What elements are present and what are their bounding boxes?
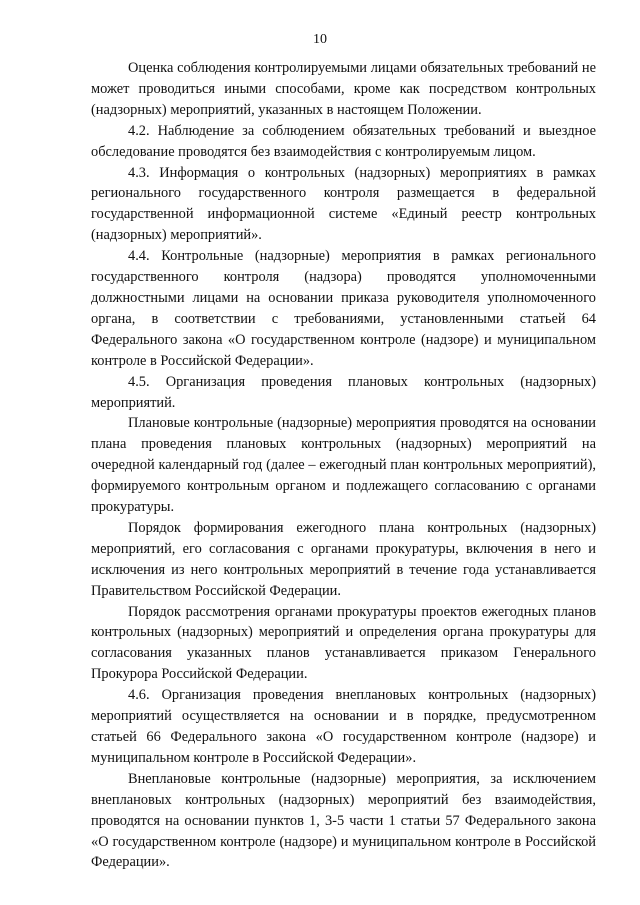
paragraph-4-4-control-measures: 4.4. Контрольные (надзорные) мероприятия в рамках регионального государственного контроля (надзора) проводятся уполномоченными должностными лицами на основании приказа руководителя уполномоченного органа, в соответствии с требованиями, установленными статьей 64 Федерального закона «О государственном контроле (надзоре) и муниципальном контроле в Российской Федерации». — [91, 248, 596, 369]
paragraph-annual-plan-procedure: Порядок формирования ежегодного плана контрольных (надзорных) мероприятий, его согласования с органами прокуратуры, включения в него и исключения из него контрольных мероприятий в течение года устанавливается Правительством Российской Федерации. — [91, 519, 596, 599]
paragraph-assessment-methods: Оценка соблюдения контролируемыми лицами обязательных требований не может проводиться иными способами, кроме как посредством контрольных (надзорных) мероприятий, указанных в настоящем Положении. — [91, 60, 596, 118]
paragraph-planned-measures-basis: Плановые контрольные (надзорные) мероприятия проводятся на основании плана проведения плановых контрольных (надзорных) мероприятий на очередной календарный год (далее – ежегодный план контрольных мероприятий), формируемого контрольным органом и подлежащего согласованию с органами прокуратуры. — [91, 415, 596, 516]
paragraph-unplanned-measures-basis: Внеплановые контрольные (надзорные) мероприятия, за исключением внеплановых контрольных (надзорных) мероприятий без взаимодействия, проводятся на основании пунктов 1, 3-5 части 1 статьи 57 Федерального закона «О государственном контроле (надзоре) и муниципальном контроле в Российской Федерации». — [91, 770, 596, 871]
paragraph-4-5-planned-measures: 4.5. Организация проведения плановых контрольных (надзорных) мероприятий. — [91, 373, 596, 411]
paragraph-4-2-observation: 4.2. Наблюдение за соблюдением обязательных требований и выездное обследование проводятся без взаимодействия с контролируемым лицом. — [91, 122, 596, 160]
paragraph-4-3-registry-info: 4.3. Информация о контрольных (надзорных) мероприятиях в рамках регионального государственного контроля размещается в федеральной государственной информационной системе «Единый реестр контрольных (надзорных) мероприятий». — [91, 164, 596, 244]
paragraph-prosecutor-review: Порядок рассмотрения органами прокуратуры проектов ежегодных планов контрольных (надзорных) мероприятий и определения органа прокуратуры для согласования указанных планов устанавливается приказом Генерального Прокурора Российской Федерации. — [91, 603, 596, 683]
document-body — [91, 58, 596, 873]
page-number: 10 — [313, 32, 327, 47]
paragraph-4-6-unplanned-measures: 4.6. Организация проведения внеплановых контрольных (надзорных) мероприятий осуществляется на основании и в порядке, предусмотренном статьей 66 Федерального закона «О государственном контроле (надзоре) и муниципальном контроле в Российской Федерации». — [91, 687, 596, 766]
